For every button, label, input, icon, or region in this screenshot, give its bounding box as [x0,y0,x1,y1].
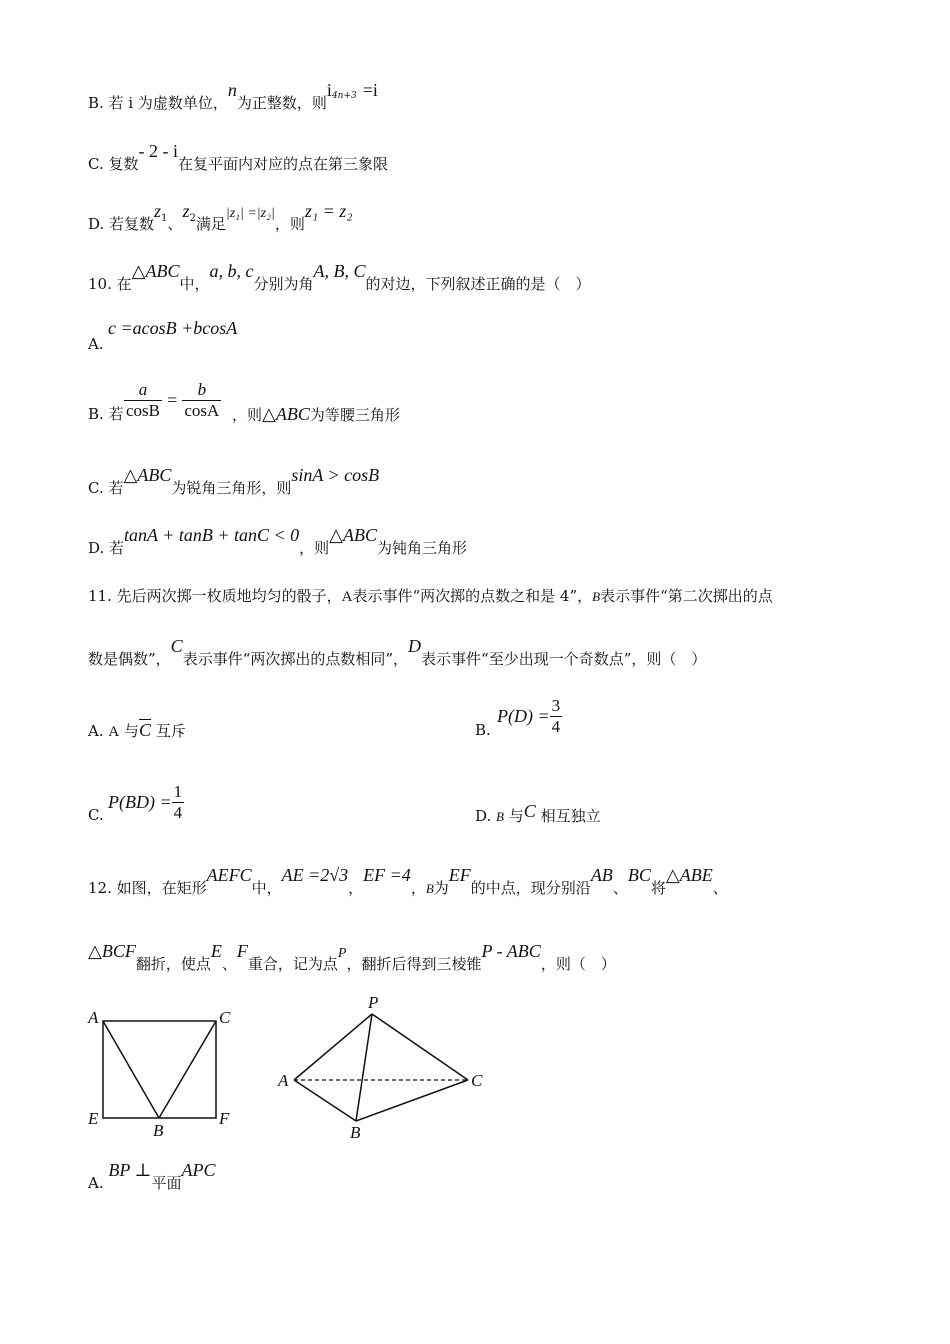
q10-b-fraction-group [124,380,221,421]
q10-prefix: 10. 在 [88,275,132,293]
fig2-label-a: A [278,1071,289,1090]
fig1-label-f: F [219,1109,230,1128]
q9-d-prefix: D. 若复数 [88,215,155,233]
q10-option-d [88,525,468,558]
q10-stem [88,261,591,294]
q12-line1-b: 的中点，现分别沿 [470,879,591,897]
q10-b-tri: △ABC [262,404,310,424]
q11-c-lhs: P(BD) = [108,792,172,812]
q11-b-label: B. [475,721,491,739]
fig2-label-p: P [368,993,379,1012]
q11-b-den: 4 [551,717,561,736]
q11-a-with: 与 [124,722,140,740]
q11-a-suffix: 互斥 [155,722,186,740]
edge-pb [356,1014,372,1121]
fig2-label-c: C [471,1071,483,1090]
q12-stem-line1 [88,865,728,899]
q10-d-tri: △ABC [329,525,378,545]
q11-d-C: C [523,801,536,821]
q12-rect: AEFC [206,865,252,885]
fig1-label-e: E [88,1109,99,1128]
q11-line2-b: 表示事件“两次掷出的点数相同”， [182,650,409,668]
q9-option-c [88,141,388,174]
q12-line2-d: ，则（ ） [540,955,616,973]
q10-option-b [88,404,124,424]
q12-E: E [210,941,222,961]
q12-option-a [88,1160,216,1193]
q10-option-a [88,334,104,354]
q9-c-suffix: 在复平面内对应的点在第三象限 [177,155,388,173]
q11-b-num: 3 [551,696,561,715]
q11-option-a [88,720,186,742]
q10-in: 中， [179,275,210,293]
q10-d-then: ，则 [299,539,330,557]
q12-pabc: P - ABC [481,941,541,961]
q11-stem-line1 [88,586,773,607]
q10-d-expr: tanA + tanB + tanC < 0 [124,525,300,545]
q10-c-expr: sinA > cosB [291,465,380,485]
q12-bcf: △BCF [88,941,136,961]
q10-b-prefix: B. 若 [88,405,124,423]
q12-figure-pyramid [272,990,492,1145]
q11-d-B: B [496,809,504,824]
q11-b-expr [497,696,562,737]
q9-option-d: D. 若复数$z^1$、$z^2$满足|z₁| =|z₂|，则z₁ = z₂ [88,201,353,233]
q10-b-num1: a [124,380,162,401]
q10-a-expr: c =acosB +bcosA [108,318,238,338]
q12-sep: 、 [612,879,628,897]
q12-jiang: 将 [650,879,666,897]
q11-c-num: 1 [173,782,183,801]
q11-C: C [170,636,183,656]
q11-c-den: 4 [173,803,183,822]
q12-B: B [425,881,434,896]
q10-b-then: ，则 [232,406,263,424]
q10-b-num2: b [182,380,221,401]
q10-c-mid: 为锐角三角形，则 [171,479,292,497]
q9-b-n: n [227,80,237,100]
q9-d-sep: 、 [167,215,183,233]
q12-a-bp: BP ⊥ [108,1160,152,1180]
q10-b-den1: cosB [126,401,160,420]
q11-B: B [592,589,601,604]
q11-A: A [341,589,353,605]
q12-line1-end: 、 [712,879,728,897]
fig1-label-c: C [219,1008,231,1027]
q11-a-C: $\overline{C}$ [139,720,152,740]
q10-c-tri: △ABC [123,465,172,485]
q11-option-c [88,805,104,825]
q10-d-prefix: D. 若 [88,539,125,557]
q12-abe: △ABE [665,865,713,885]
q11-d-label: D. [475,807,492,825]
q11-line1-a: 11. 先后两次掷一枚质地均匀的骰子， [88,587,342,605]
q9-b-i: i [326,80,332,100]
q11-line1-c: 表示事件“第二次掷出的点 [600,587,773,605]
q12-mid: 为 [433,879,449,897]
q11-d-with: 与 [508,807,524,825]
q10-a-label: A. [88,335,104,353]
q11-line2-c: 表示事件“至少出现一个奇数点”，则（ ） [421,650,707,668]
q9-c-expr: - 2 - i [138,141,178,161]
q9-b-eq: =i [362,80,378,100]
q11-c-expr [108,782,184,823]
segment-ab [103,1021,159,1118]
edge-pc [372,1014,468,1080]
q9-c-prefix: C. 复数 [88,155,139,173]
q12-comma2: ， [410,879,426,897]
q10-d-suffix: 为钝角三角形 [377,539,468,557]
q11-option-b [475,720,491,740]
q10-angles: A, B, C [313,261,366,281]
q11-a-label: A. [88,722,104,740]
q10-mid: 分别为角 [253,275,314,293]
q9-b-mid: 为正整数，则 [236,94,327,112]
q11-stem-line2 [88,636,707,669]
q9-b-exp: 4n+3 [331,91,357,101]
q12-a-label: A. [88,1174,104,1192]
q9-b-prefix: B. 若 i 为虚数单位， [88,94,228,112]
q10-c-prefix: C. 若 [88,479,124,497]
segment-bc [159,1021,216,1118]
q12-F: F [236,941,248,961]
q12-ef: EF =4 [363,865,411,885]
q12-EF: EF [448,865,471,885]
q9-d-abs: |z₁| =|z₂| [225,206,275,221]
q9-d-z2: z [182,201,190,221]
q12-AB: AB [590,865,613,885]
fig1-label-b: B [153,1121,164,1140]
q9-d-eq: z₁ = z₂ [304,201,353,221]
q9-d-then: ，则 [274,215,305,233]
q12-BC: BC [627,865,651,885]
q12-comma1: ， [348,879,364,897]
q9-d-z1: z [154,201,162,221]
rect-outline [103,1021,216,1118]
q11-line2-a: 数是偶数”， [88,650,171,668]
q12-line2-c: ，翻折后得到三棱锥 [346,955,482,973]
q12-a-apc: APC [181,1160,216,1180]
q10-option-c [88,465,380,498]
q11-d-suffix: 相互独立 [540,807,601,825]
q12-sep2: 、 [221,955,237,973]
q10-b-suffix: 为等腰三角形 [309,406,400,424]
edge-ab [294,1080,356,1121]
q11-a-A: A [108,724,120,740]
q11-option-d [475,801,601,827]
q12-ae: AE =2√3 [281,865,349,885]
q9-option-b [88,80,378,116]
edge-bc [356,1080,468,1121]
q11-b-lhs: P(D) = [497,706,550,726]
q11-c-label: C. [88,806,104,824]
q12-in: 中， [251,879,282,897]
q12-line2-a: 翻折，使点 [135,955,211,973]
q10-b-eq: = [167,390,178,410]
q11-line1-b: 表示事件“两次掷的点数之和是 4”， [352,587,593,605]
q12-line1-a: 12. 如图，在矩形 [88,879,207,897]
q12-stem-line2 [88,941,616,976]
edge-pa [294,1014,372,1080]
fig2-label-b: B [350,1123,361,1142]
q10-sides: a, b, c [209,261,254,281]
q12-line2-b: 重合，记为点 [247,955,338,973]
q10-b-rest [232,404,400,425]
q10-b-den2: cosA [184,401,220,420]
q10-tri: △ABC [131,261,180,281]
q12-P: P [337,946,347,961]
q12-figure-rectangle [80,1000,240,1145]
q10-suffix: 的对边，下列叙述正确的是（ ） [365,275,591,293]
q9-d-mid: 满足 [195,215,226,233]
q12-a-plane: 平面 [151,1174,182,1192]
q11-D: D [408,636,422,656]
fig1-label-a: A [88,1008,99,1027]
